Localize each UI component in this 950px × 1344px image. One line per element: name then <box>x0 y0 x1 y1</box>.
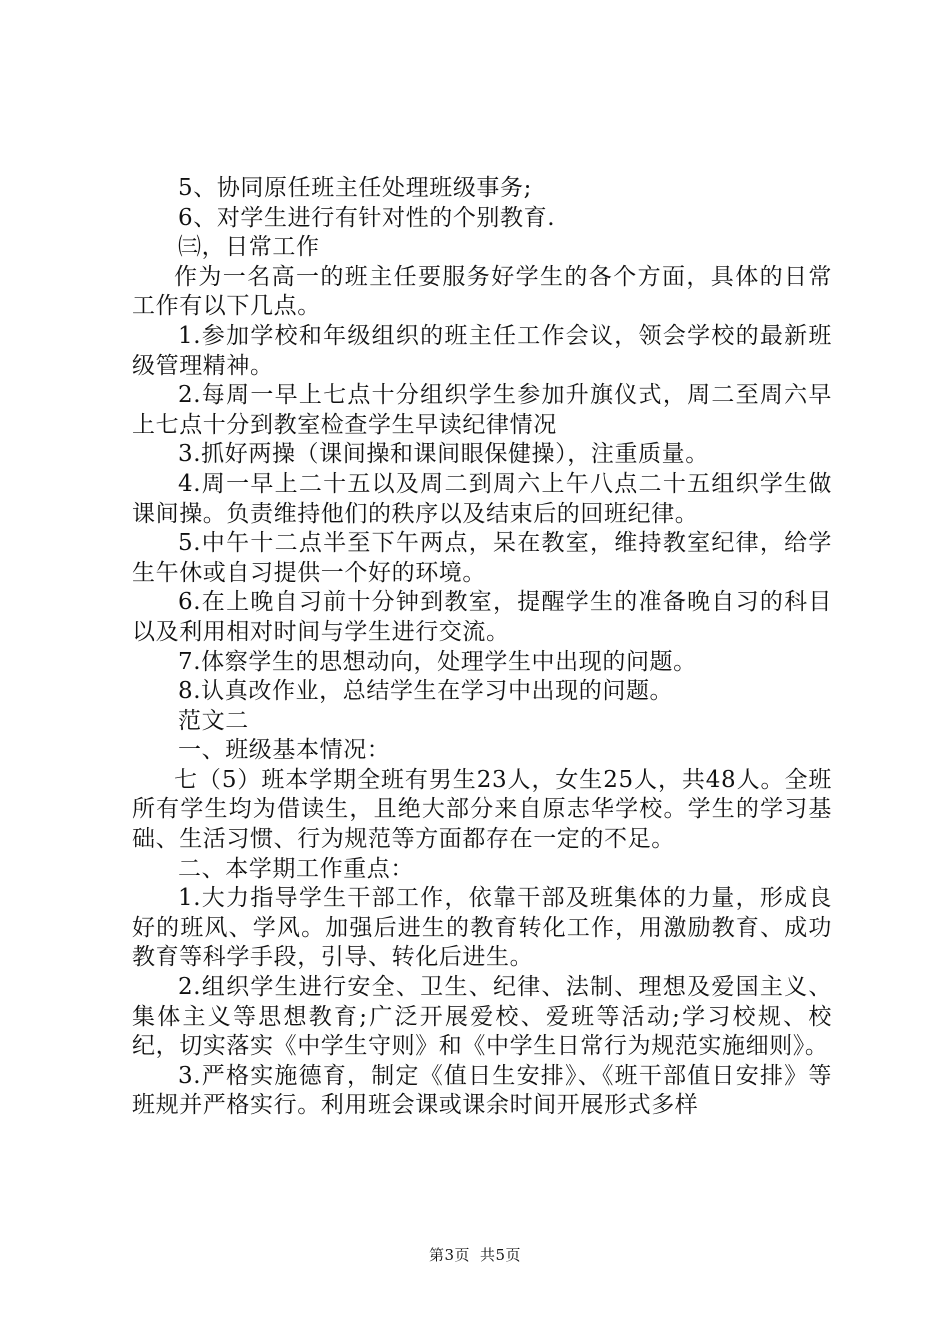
paragraph: 5.中午十二点半至下午两点，呆在教室，维持教室纪律，给学生午休或自习提供一个好的环境。 <box>132 530 832 586</box>
paragraph: 5、协同原任班主任处理班级事务; <box>178 175 532 201</box>
section-heading: 二、本学期工作重点： <box>178 855 414 882</box>
paragraph: 1.大力指导学生干部工作，依靠干部及班集体的力量，形成良好的班风、学风。加强后进生的教育转化工作，用激励教育、成功教育等科学手段，引导、转化后进生。 <box>132 885 832 971</box>
paragraph: 7.体察学生的思想动向，处理学生中出现的问题。 <box>178 648 697 675</box>
paragraph: 6.在上晚自习前十分钟到教室，提醒学生的准备晚自习的科目以及利用相对时间与学生进行交流。 <box>132 589 832 645</box>
section-heading: 范文二 <box>178 707 249 734</box>
page-total: 共5页 <box>480 1246 522 1264</box>
paragraph: 8.认真改作业，总结学生在学习中出现的问题。 <box>178 678 674 705</box>
paragraph: 2.组织学生进行安全、卫生、纪律、法制、理想及爱国主义、集体主义等思想教育;广泛开展爱校、爱班等活动;学习校规、校纪，切实落实《中学生守则》和《中学生日常行为规范实施细则》。 <box>132 974 832 1060</box>
paragraph: 3.抓好两操（课间操和课间眼保健操），注重质量。 <box>178 441 709 468</box>
paragraph: 2.每周一早上七点十分组织学生参加升旗仪式，周二至周六早上七点十分到教室检查学生早读纪律情况 <box>132 382 832 438</box>
paragraph: 6、对学生进行有针对性的个别教育. <box>178 204 556 231</box>
paragraph: 3.严格实施德育，制定《值日生安排》、《班干部值日安排》等班规并严格实行。利用班会课或课余时间开展形式多样 <box>132 1062 832 1119</box>
section-heading: ㈢，日常工作 <box>178 234 320 261</box>
paragraph: 七（5）班本学期全班有男生23人，女生25人，共48人。全班所有学生均为借读生，且绝大部分来自原志华学校。学生的学习基础、生活习惯、行为规范等方面都存在一定的不足。 <box>132 766 832 853</box>
paragraph: 4.周一早上二十五以及周二到周六上午八点二十五组织学生做课间操。负责维持他们的秩序以及结束后的回班纪律。 <box>132 470 832 527</box>
page-footer <box>0 1244 950 1265</box>
paragraph: 1.参加学校和年级组织的班主任工作会议，领会学校的最新班级管理精神。 <box>132 322 832 379</box>
page-number: 第3页 <box>428 1246 470 1264</box>
document-body <box>132 174 832 1121</box>
paragraph: 作为一名高一的班主任要服务好学生的各个方面，具体的日常工作有以下几点。 <box>132 263 832 320</box>
section-heading: 一、班级基本情况： <box>178 737 391 764</box>
